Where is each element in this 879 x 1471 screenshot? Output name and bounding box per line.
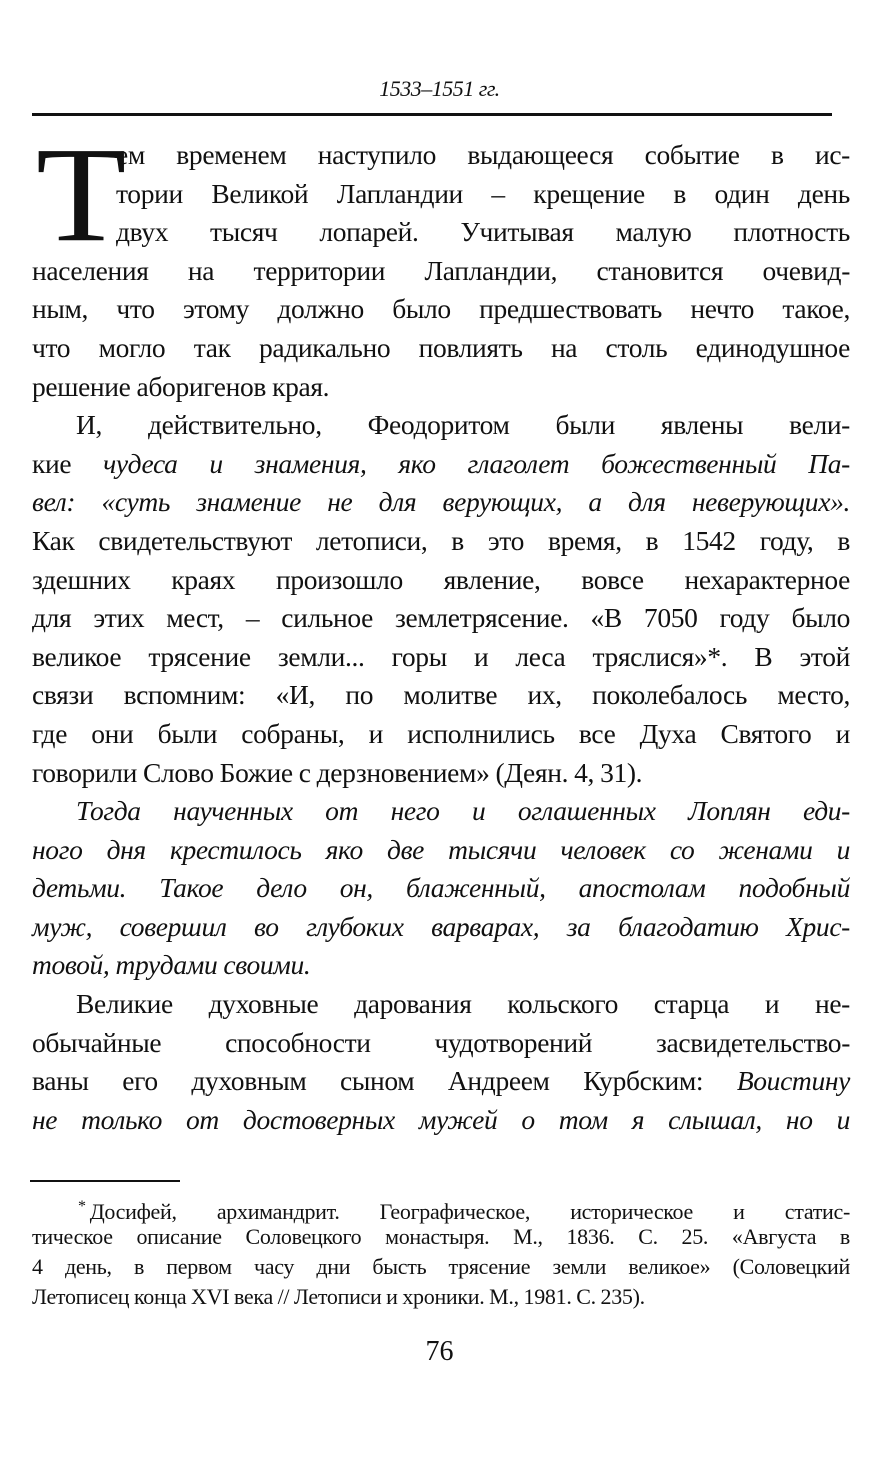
text-line: ем временем наступило выдающееся событие в ис- — [116, 139, 850, 170]
italic-quote: чудеса и знамения, яко глаголет божественный Па- — [103, 447, 850, 479]
text-line: И, действительно, Феодоритом были явлены вели- — [76, 409, 850, 441]
text-line: великое трясение земли... горы и леса тряслися»*. В этой — [32, 640, 850, 672]
footnote-line: Летописец конца XVI века // Летописи и хроники. М., 1981. С. 235). — [32, 1284, 645, 1309]
italic-quote: Воистину — [736, 1065, 850, 1097]
footnote-line — [32, 1192, 850, 1222]
text-span: кие — [32, 447, 104, 479]
italic-quote-line: Тогда наученных от него и оглашенных Лоплян еди- — [76, 795, 850, 827]
text-line: обычайные способности чудотворений засвидетельство- — [32, 1026, 850, 1058]
footnote-rule — [30, 1180, 180, 1182]
text-line — [32, 1062, 850, 1101]
main-text — [32, 119, 850, 1139]
footnote-marker: * — [78, 1198, 86, 1215]
footnote-line: тическое описание Соловецкого монастыря. М., 1836. С. 25. «Августа в — [32, 1224, 850, 1249]
text-line: Великие духовные дарования кольского старца и не- — [76, 988, 850, 1020]
text-line: говорили Слово Божие с дерзновением» (Деян. 4, 31). — [32, 756, 643, 788]
italic-quote-line: товой, трудами своими. — [32, 949, 311, 981]
text-line: решение аборигенов края. — [32, 370, 330, 402]
text-line: что могло так радикально повлиять на столь единодушное — [32, 331, 850, 363]
page-number: 76 — [425, 1336, 454, 1367]
footnote-line: 4 день, в первом часу дни бысть трясение земли великое» (Соловецкий — [32, 1254, 850, 1279]
text-line — [32, 445, 850, 484]
italic-quote-line: детьми. Такое дело он, блаженный, апостолам подобный — [32, 872, 850, 904]
italic-quote-line: ного дня крестилось яко две тысячи человек со женами и — [32, 833, 850, 865]
text-line: ным, что этому должно было предшествовать нечто такое, — [32, 293, 850, 325]
text-line: двух тысяч лопарей. Учитывая малую плотность — [116, 216, 850, 248]
italic-quote-line: муж, совершил во глубоких варварах, за благодатию Хрис- — [32, 910, 850, 942]
text-line: для этих мест, – сильное землетрясение. «В 7050 году было — [32, 602, 850, 634]
running-head: 1533–1551 гг. — [379, 76, 500, 101]
drop-cap: Т — [36, 119, 127, 271]
text-span: ваны его духовным сыном Андреем Курбским: — [32, 1065, 737, 1097]
text-line: Как свидетельствуют летописи, в это время, в 1542 году, в — [32, 524, 850, 556]
text-line: связи вспомним: «И, по молитве их, поколебалось место, — [32, 679, 850, 711]
header-rule — [32, 113, 832, 116]
footnote — [32, 1192, 850, 1312]
text-line: населения на территории Лапландии, становится очевид- — [32, 254, 850, 286]
text-line: здешних краях произошло явление, вовсе нехарактерное — [32, 563, 850, 595]
text-line: где они были собраны, и исполнились все Духа Святого и — [32, 717, 850, 749]
footnote-text: Досифей, архимандрит. Географическое, историческое и статис- — [89, 1199, 850, 1224]
text-line: тории Великой Лапландии – крещение в один день — [116, 177, 850, 209]
italic-quote-line: не только от достоверных мужей о том я слышал, но и — [32, 1103, 850, 1135]
italic-quote-line: вел: «суть знамение не для верующих, а для неверующих». — [32, 486, 850, 518]
